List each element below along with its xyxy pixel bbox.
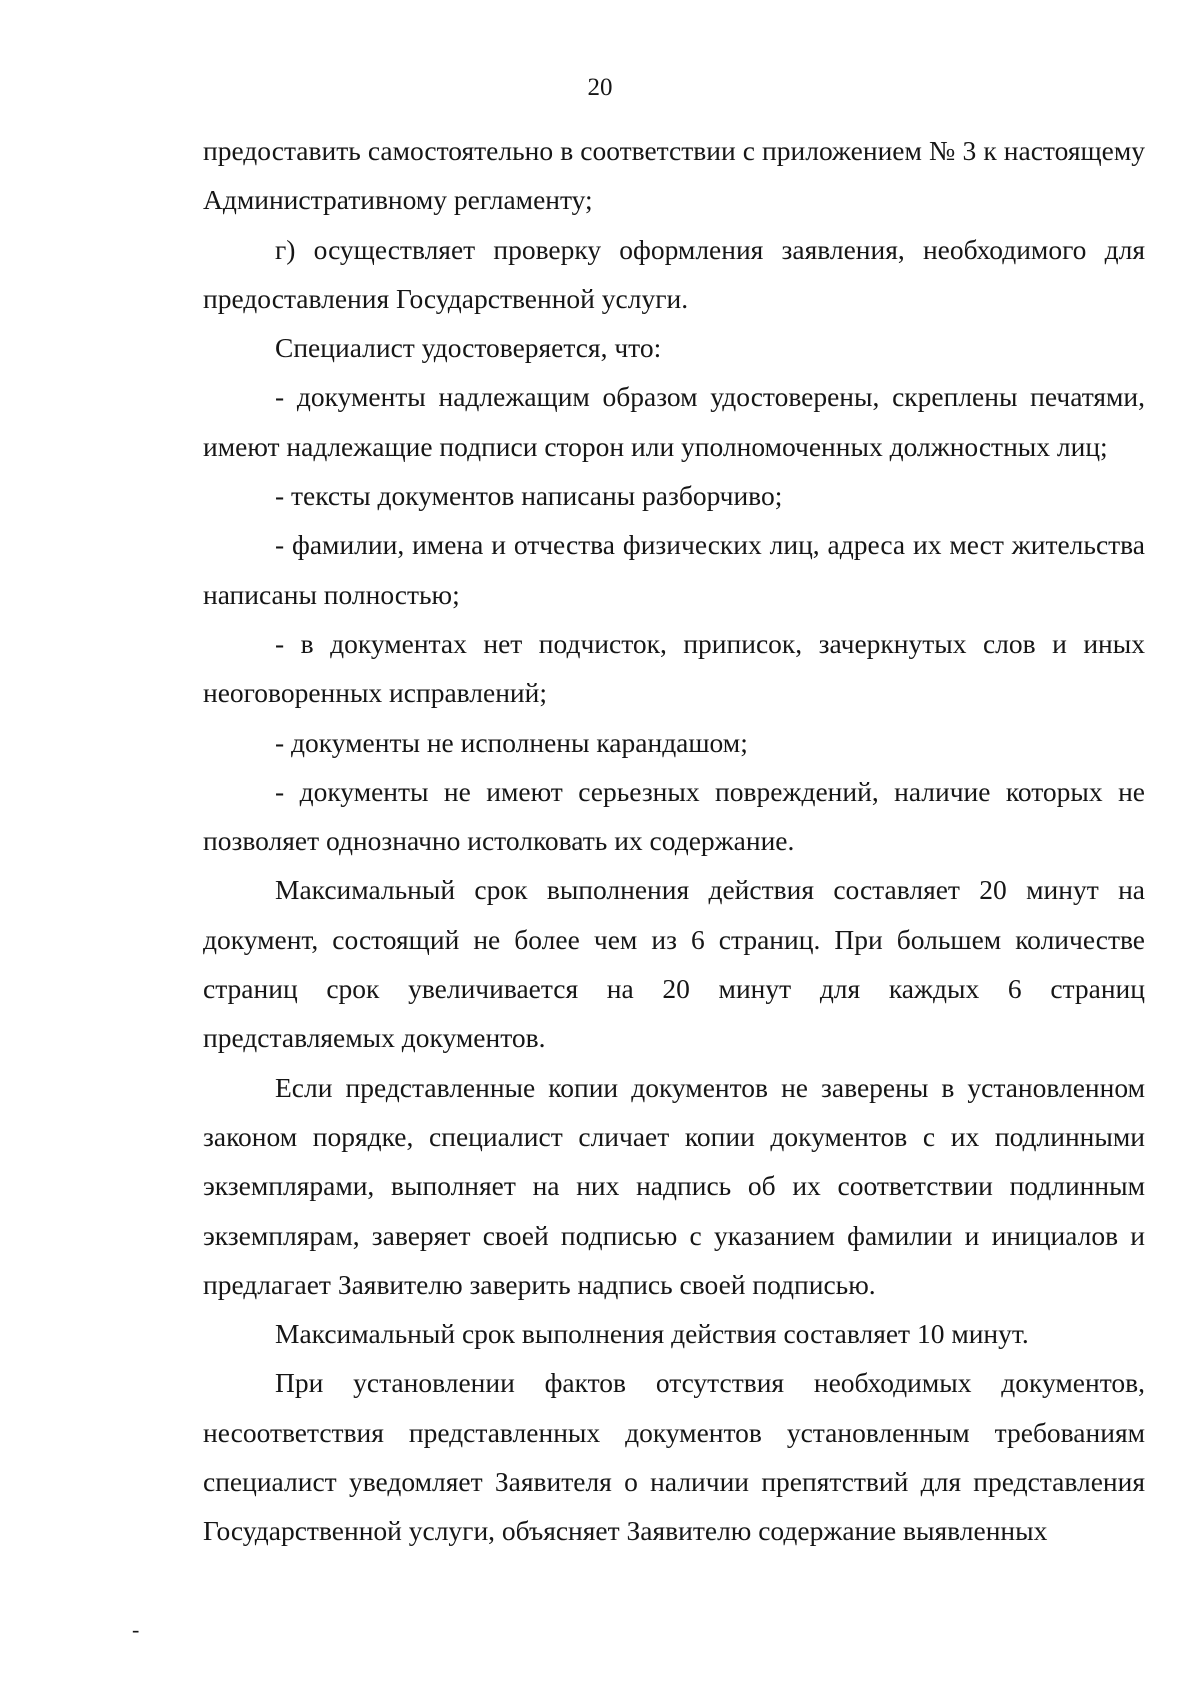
paragraph-copies-verification: Если представленные копии документов не заверены в установленном законом порядке, специалист сличает копии документов с их подлинными экземплярами, выполняет на них надпись об их соответствии подлинным экземплярам, заверяет своей подписью с указанием фамилии и инициалов и предлагает Заявителю заверить надпись своей подписью.	[203, 1071, 1145, 1300]
paragraph-item-g: г) осуществляет проверку оформления заявления, необходимого для предоставления Государственной услуги.	[203, 233, 1145, 314]
paragraph-max-time-20: Максимальный срок выполнения действия составляет 20 минут на документ, состоящий не более чем из 6 страниц. При большем количестве страниц срок увеличивается на 20 минут для каждых 6 страниц представляемых документов.	[203, 874, 1145, 1054]
paragraph-max-time-10: Максимальный срок выполнения действия составляет 10 минут.	[275, 1318, 1029, 1350]
document-body	[203, 126, 1145, 1556]
corner-mark: -	[132, 1617, 140, 1642]
list-item-no-damage: - документы не имеют серьезных повреждений, наличие которых не позволяет однозначно истолковать их содержание.	[203, 775, 1145, 857]
list-item-not-pencil: - документы не исполнены карандашом;	[275, 726, 748, 758]
list-item-full-names: - фамилии, имена и отчества физических лиц, адреса их мест жительства написаны полностью;	[203, 529, 1145, 610]
paragraph-specialist-checks: Специалист удостоверяется, что:	[275, 332, 662, 364]
list-item-certified: - документы надлежащим образом удостоверены, скреплены печатями, имеют надлежащие подписи сторон или уполномоченных должностных лиц;	[203, 381, 1145, 462]
list-item-legible: - тексты документов написаны разборчиво;	[275, 480, 783, 512]
list-item-no-erasures: - в документах нет подчисток, приписок, зачеркнутых слов и иных неоговоренных исправлений;	[203, 627, 1145, 709]
paragraph-missing-documents: При установлении фактов отсутствия необходимых документов, несоответствия представленных документов установленным требованиям специалист уведомляет Заявителя о наличии препятствий для представления Государственной услуги, объясняет Заявителю содержание выявленных	[203, 1367, 1145, 1547]
page-number: 20	[587, 74, 613, 101]
paragraph-continuation: предоставить самостоятельно в соответствии с приложением № 3 к настоящему Административному регламенту;	[203, 135, 1145, 216]
